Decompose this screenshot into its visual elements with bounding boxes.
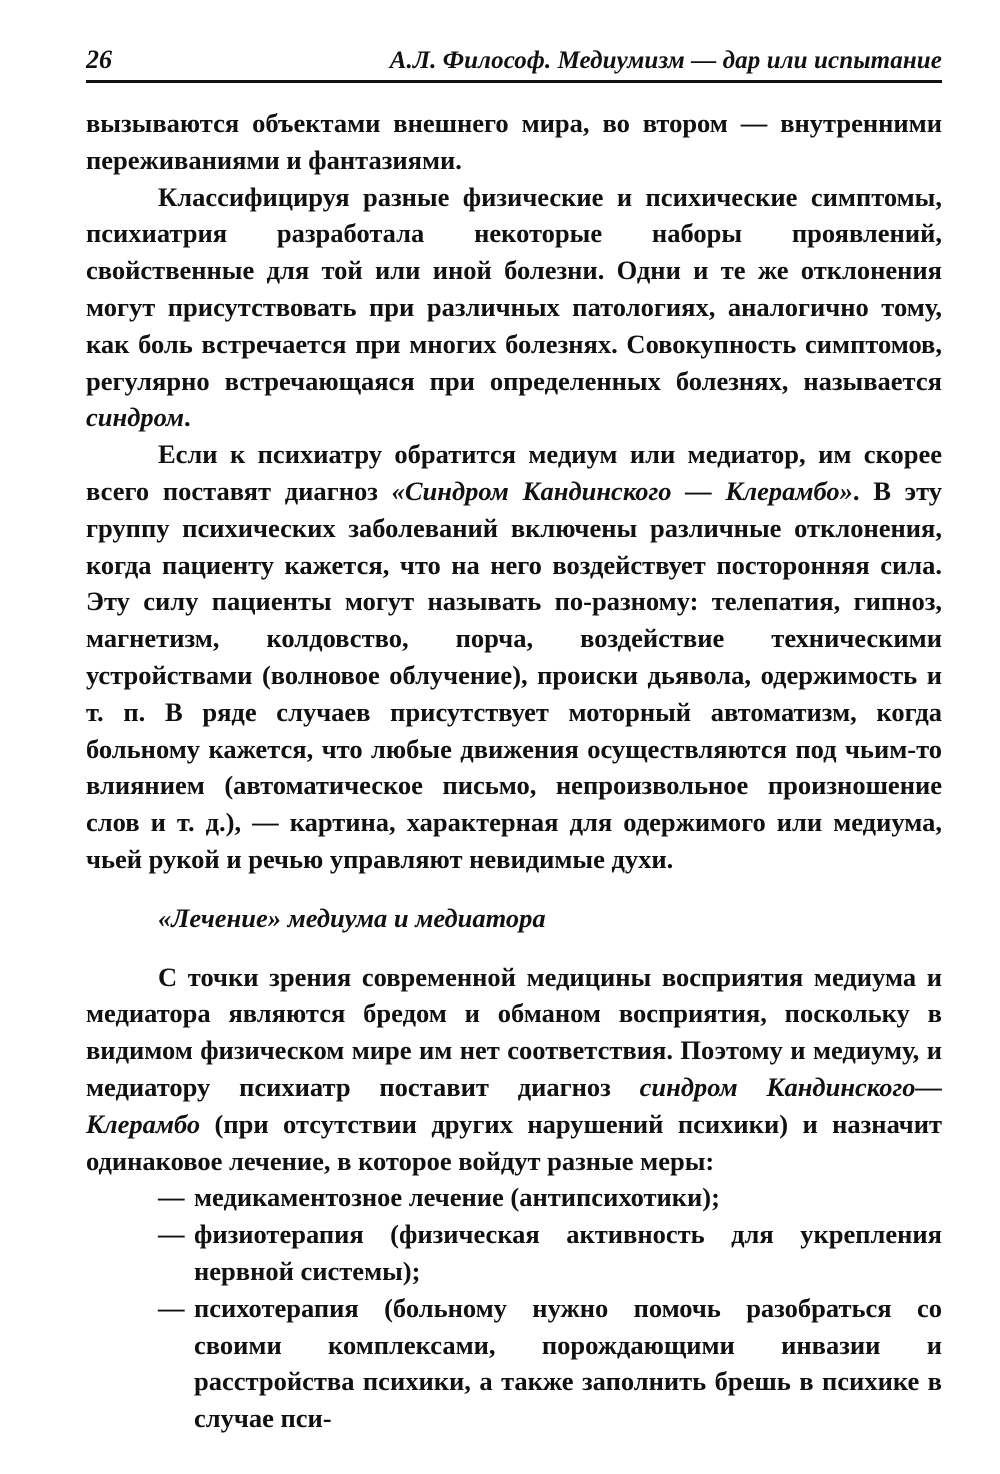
- page-body: [86, 105, 942, 1437]
- list-item-text: психотерапия (больному нужно помочь разобраться со своими комплексами, порождающими инвазии и расстройства психики, а также заполнить брешь в психике в случае пси-: [194, 1292, 942, 1434]
- running-title: А.Л. Философ. Медиумизм — дар или испытание: [389, 47, 942, 74]
- paragraph-text: С точки зрения современной медицины восприятия медиума и медиатора являются бредом и обманом восприятия, поскольку в видимом физическом мире им нет соответствия. Поэтому и медиуму, и медиатору психиатр поставит диагноз: [86, 961, 942, 1102]
- term-kandinsky-syndrome: синдром Кандинского—Клерамбо: [86, 1071, 942, 1139]
- paragraph-treatment: [86, 959, 942, 1180]
- paragraph-text: (при отсутствии других нарушений психики) и назначит одинаковое лечение, в которое войдут разные меры:: [86, 1108, 942, 1176]
- paragraph-text: вызываются объектами внешнего мира, во втором — внутренними переживаниями и фантазиями.: [86, 108, 942, 175]
- paragraph-text: .: [184, 402, 191, 433]
- list-dash: —: [158, 1292, 185, 1323]
- paragraph-text: Классифицируя разные физические и психические симптомы, психиатрия разработала некоторые наборы проявлений, свойственные для той или иной болезни. Одни и те же отклонения могут присутствовать при различных патологиях, аналогично тому, как боль встречается при многих болезнях. Совокупность симптомов, регулярно встречающаяся при определенных болезнях, называется: [86, 181, 942, 396]
- section-heading: «Лечение» медиума и медиатора: [158, 902, 546, 933]
- list-dash: —: [158, 1219, 185, 1250]
- paragraph-syndrome-definition: [86, 179, 942, 437]
- page-number: 26: [86, 45, 112, 74]
- list-item: [86, 1216, 942, 1290]
- list-dash: —: [158, 1182, 185, 1213]
- term-kandinsky-syndrome: «Синдром Кандинского — Клерамбо»: [391, 475, 853, 506]
- page-header: [86, 36, 942, 83]
- paragraph-text: . В эту группу психических заболеваний включены различные отклонения, когда пациенту кажется, что на него воздействует посторонняя сила. Эту силу пациенты могут называть по-разному: телепатия, гипноз, магнетизм, колдовство, порча, воздействие техническими устройствами (волновое облучение), происки дьявола, одержимость и т. п. В ряде случаев присутствует моторный автоматизм, когда больному кажется, что любые движения осуществляются под чьим-то влиянием (автоматическое письмо, непроизвольное произношение слов и т. д.), — картина, характерная для одержимого или медиума, чьей рукой и речью управляют невидимые духи.: [86, 475, 942, 874]
- list-item-text: медикаментозное лечение (антипсихотики);: [194, 1182, 720, 1213]
- list-item: [86, 1290, 942, 1437]
- treatment-list: [86, 1179, 942, 1437]
- book-page: [86, 36, 942, 1437]
- term-syndrome: синдром: [86, 402, 185, 433]
- list-item-text: физиотерапия (физическая активность для укрепления нервной системы);: [194, 1219, 942, 1286]
- paragraph-kandinsky-syndrome: [86, 436, 942, 878]
- paragraph-text: Если к психиатру обратится медиум или медиатор, им скорее всего поставят диагноз: [86, 439, 942, 506]
- paragraph-continued: [86, 105, 942, 179]
- list-item: [86, 1179, 942, 1216]
